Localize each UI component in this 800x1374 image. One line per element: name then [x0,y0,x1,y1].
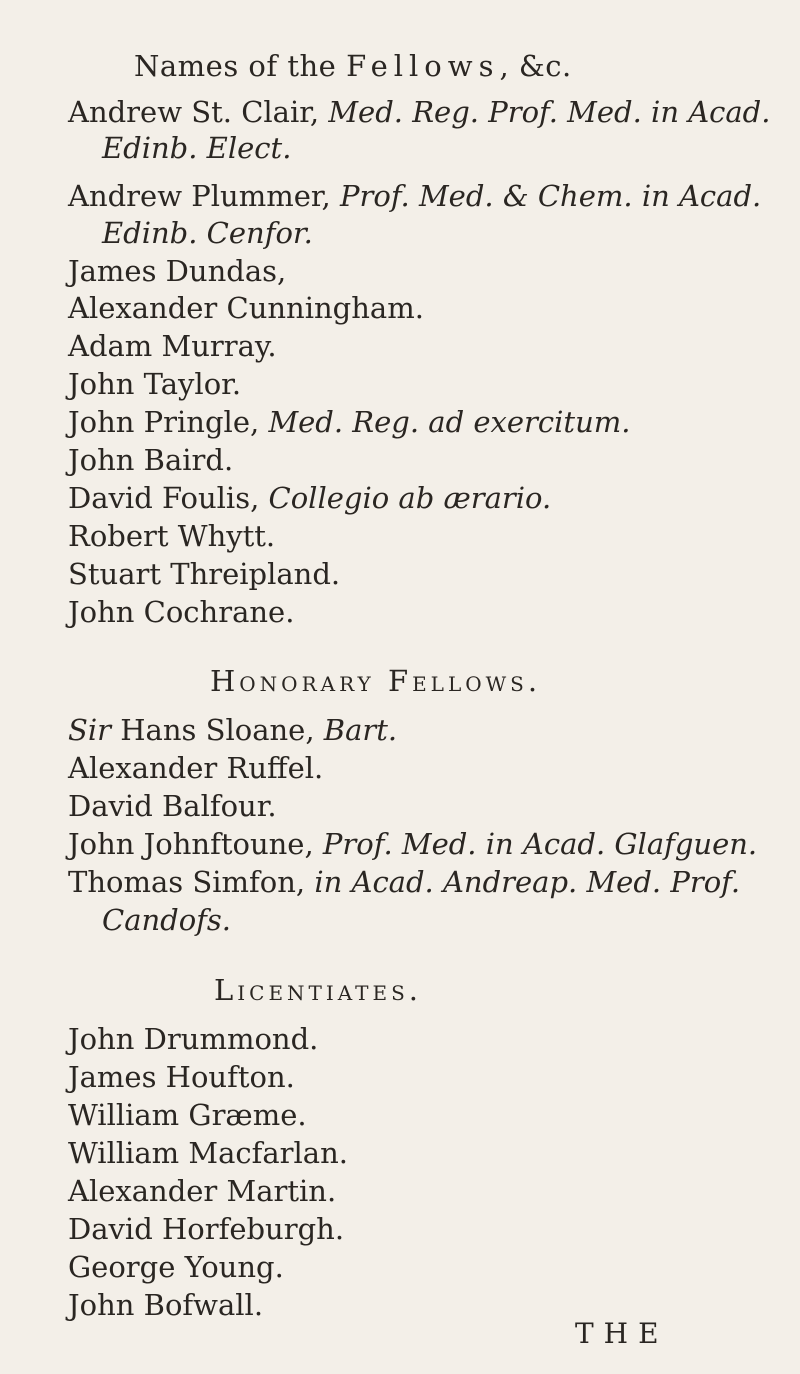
licentiate-entry: Alexander Martin. [68,1174,337,1208]
fellow-entry [68,328,277,364]
fellow-title: Collegio ab ærario. [268,481,552,515]
licentiate-entry: David Horfeburgh. [68,1212,345,1246]
fellow-name: John Taylor. [68,367,242,401]
licentiate-entry: George Young. [68,1250,284,1284]
fellow-entry [68,290,424,326]
fellow-entry [68,594,294,630]
licentiates-heading: Licentiates. [214,973,423,1007]
header-suffix: , &c. [499,49,572,83]
page-header [134,48,572,84]
fellow-entry [68,404,630,440]
honorary-name: Alexander Ruffel. [68,751,324,785]
fellow-name: John Baird. [68,443,234,477]
fellow-name: Andrew Plummer, [68,179,340,213]
fellow-entry [68,442,233,478]
fellow-name: James Dundas, [68,254,287,288]
honorary-title: Bart. [323,713,398,747]
licentiate-entry: James Houfton. [68,1060,295,1094]
fellow-entry [68,94,770,130]
honorary-name: David Balfour. [68,789,277,823]
fellow-entry [68,253,286,289]
honorary-entry [68,712,397,748]
fellow-name: David Foulis, [68,481,269,515]
fellow-entry [68,366,241,402]
fellow-entry-continued [102,215,313,251]
header-fellows-word: Fellows [346,49,500,83]
fellow-title: Edinb. Cenfor. [102,216,313,250]
fellow-entry [68,556,340,592]
fellow-name: John Cochrane. [68,595,295,629]
fellow-title: Med. Reg. ad exercitum. [268,405,631,439]
fellow-name: John Pringle, [68,405,269,439]
honorary-entry [68,788,277,824]
honorary-entry [68,826,757,862]
honorary-title: in Acad. Andreap. Med. Prof. [314,865,741,899]
licentiate-entry: William Macfarlan. [68,1136,348,1170]
fellow-entry [68,518,275,554]
fellow-name: Andrew St. Clair, [68,95,329,129]
fellow-name: Stuart Threipland. [68,557,341,591]
licentiate-entry: John Drummond. [68,1022,319,1056]
fellow-name: Alexander Cunningham. [68,291,424,325]
honorary-title: Prof. Med. in Acad. Glafguen. [322,827,758,861]
fellow-name: Adam Murray. [68,329,277,363]
fellow-entry [68,178,761,214]
fellow-title: Edinb. Elect. [102,131,292,165]
licentiate-entry: John Bofwall. [68,1288,264,1322]
honorary-title: Candofs. [102,903,232,937]
fellow-name: Robert Whytt. [68,519,276,553]
honorary-entry [68,750,323,786]
honorary-name: John Johnftoune, [68,827,323,861]
licentiate-entry: William Græme. [68,1098,307,1132]
honorary-fellows-heading: Honorary Fellows. [210,664,542,698]
catchword: THE [575,1317,669,1350]
honorary-name: Thomas Simfon, [68,865,315,899]
fellow-entry-continued [102,130,291,166]
honorific-prefix: Sir [68,713,112,747]
honorary-entry [68,864,740,900]
header-prefix: Names of the [134,49,347,83]
fellow-title: Prof. Med. & Chem. in Acad. [340,179,762,213]
honorary-entry-continued [102,902,231,938]
fellow-entry [68,480,551,516]
honorary-name: Hans Sloane, [111,713,324,747]
fellow-title: Med. Reg. Prof. Med. in Acad. [328,95,771,129]
